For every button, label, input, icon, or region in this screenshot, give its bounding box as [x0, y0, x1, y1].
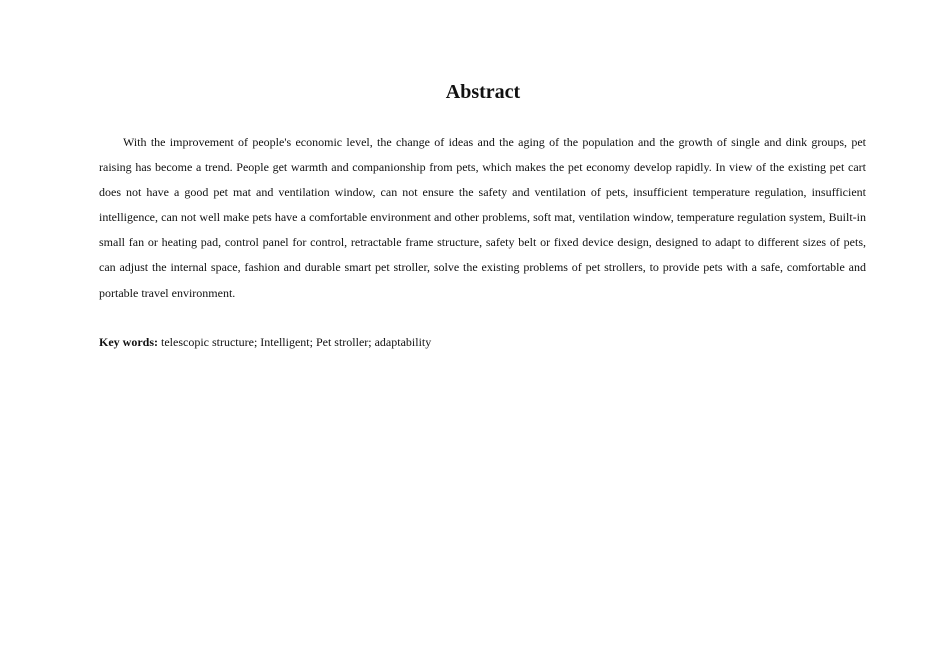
keywords-text: telescopic structure; Intelligent; Pet stroller; adaptability — [158, 335, 432, 349]
keywords-line — [99, 331, 866, 353]
abstract-body: With the improvement of people's economic level, the change of ideas and the aging of the population and the growth of single and dink groups, pet raising has become a trend. People get warmth and companionship from pets, which makes the pet economy develop rapidly. In view of the existing pet cart does not have a good pet mat and ventilation window, can not ensure the safety and ventilation of pets, insufficient temperature regulation, insufficient intelligence, can not well make pets have a comfortable environment and other problems, soft mat, ventilation window, temperature regulation system, Built-in small fan or heating pad, control panel for control, retractable frame structure, safety belt or fixed device design, designed to adapt to different sizes of pets, can adjust the internal space, fashion and durable smart pet stroller, solve the existing problems of pet strollers, to provide pets with a safe, comfortable and portable travel environment. — [99, 135, 866, 300]
abstract-title: Abstract — [445, 81, 521, 103]
keywords-label: Key words: — [99, 335, 158, 349]
